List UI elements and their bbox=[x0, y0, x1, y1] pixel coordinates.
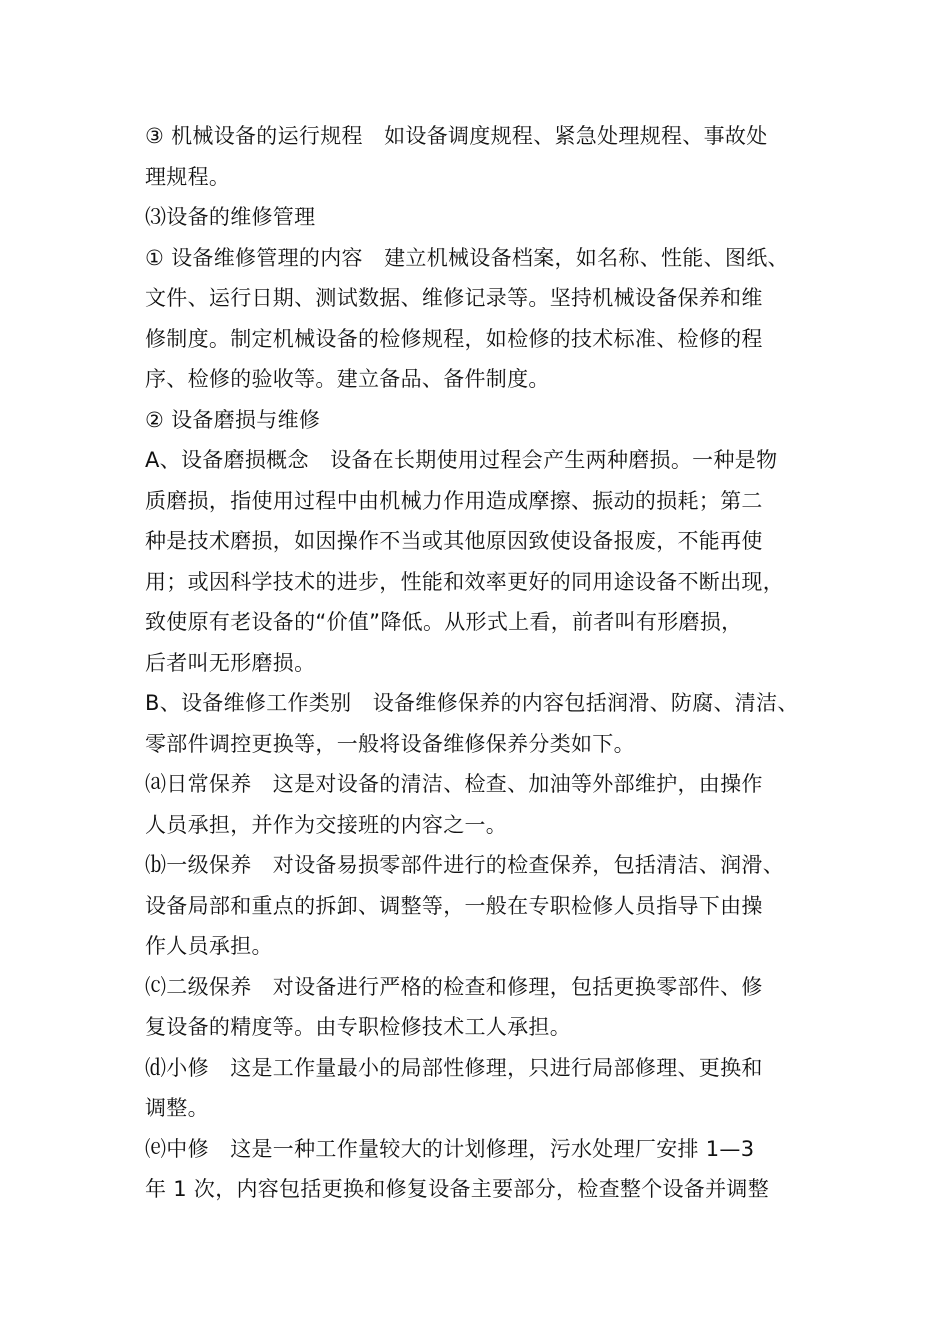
text-line: 致使原有老设备的“价值”降低。从形式上看，前者叫有形磨损， bbox=[145, 610, 743, 634]
text-line: ⒝一级保养 对设备易损零部件进行的检查保养，包括清洁、润滑、 bbox=[145, 853, 784, 877]
section-heading: ⑶设备的维修管理 bbox=[145, 205, 316, 229]
text-line: 后者叫无形磨损。 bbox=[145, 650, 316, 675]
text-line: 理规程。 bbox=[145, 164, 231, 189]
text-line: 人员承担，并作为交接班的内容之一。 bbox=[145, 812, 508, 837]
text-line: 调整。 bbox=[145, 1096, 209, 1120]
text-line: ⒜日常保养 这是对设备的清洁、检查、加油等外部维护，由操作 bbox=[145, 772, 763, 796]
text-line: 种是技术磨损，如因操作不当或其他原因致使设备报废，不能再使 bbox=[145, 529, 763, 553]
text-line: 用；或因科学技术的进步，性能和效率更好的同用途设备不断出现， bbox=[145, 569, 784, 594]
text-line: ⒟小修 这是工作量最小的局部性修理，只进行局部修理、更换和 bbox=[145, 1055, 763, 1080]
text-line: 零部件调控更换等，一般将设备维修保养分类如下。 bbox=[145, 731, 635, 756]
text-line: ⒞二级保养 对设备进行严格的检查和修理，包括更换零部件、修 bbox=[145, 974, 763, 999]
text-line: B、设备维修工作类别 设备维修保养的内容包括润滑、防腐、清洁、 bbox=[145, 691, 799, 715]
text-line: ③ 机械设备的运行规程 如设备调度规程、紧急处理规程、事故处 bbox=[145, 124, 768, 148]
text-line: ⒠中修 这是一种工作量较大的计划修理，污水处理厂安排 1—3 bbox=[145, 1136, 755, 1161]
text-line: A、设备磨损概念 设备在长期使用过程会产生两种磨损。一种是物 bbox=[145, 448, 778, 472]
text-line: 文件、运行日期、测试数据、维修记录等。坚持机械设备保养和维 bbox=[145, 286, 763, 310]
document-body bbox=[145, 116, 825, 1210]
text-line: 修制度。制定机械设备的检修规程，如检修的技术标准、检修的程 bbox=[145, 326, 763, 351]
text-line: ① 设备维修管理的内容 建立机械设备档案，如名称、性能、图纸、 bbox=[145, 245, 789, 270]
text-line: 复设备的精度等。由专职检修技术工人承担。 bbox=[145, 1015, 571, 1039]
text-line: 序、检修的验收等。建立备品、备件制度。 bbox=[145, 367, 550, 391]
text-line: 质磨损，指使用过程中由机械力作用造成摩擦、振动的损耗；第二 bbox=[145, 488, 763, 513]
text-line: 设备局部和重点的拆卸、调整等，一般在专职检修人员指导下由操 bbox=[145, 893, 763, 918]
text-line: 作人员承担。 bbox=[145, 934, 273, 958]
text-line: 年 1 次，内容包括更换和修复设备主要部分，检查整个设备并调整 bbox=[145, 1177, 770, 1201]
subsection-heading: ② 设备磨损与维修 bbox=[145, 407, 321, 432]
